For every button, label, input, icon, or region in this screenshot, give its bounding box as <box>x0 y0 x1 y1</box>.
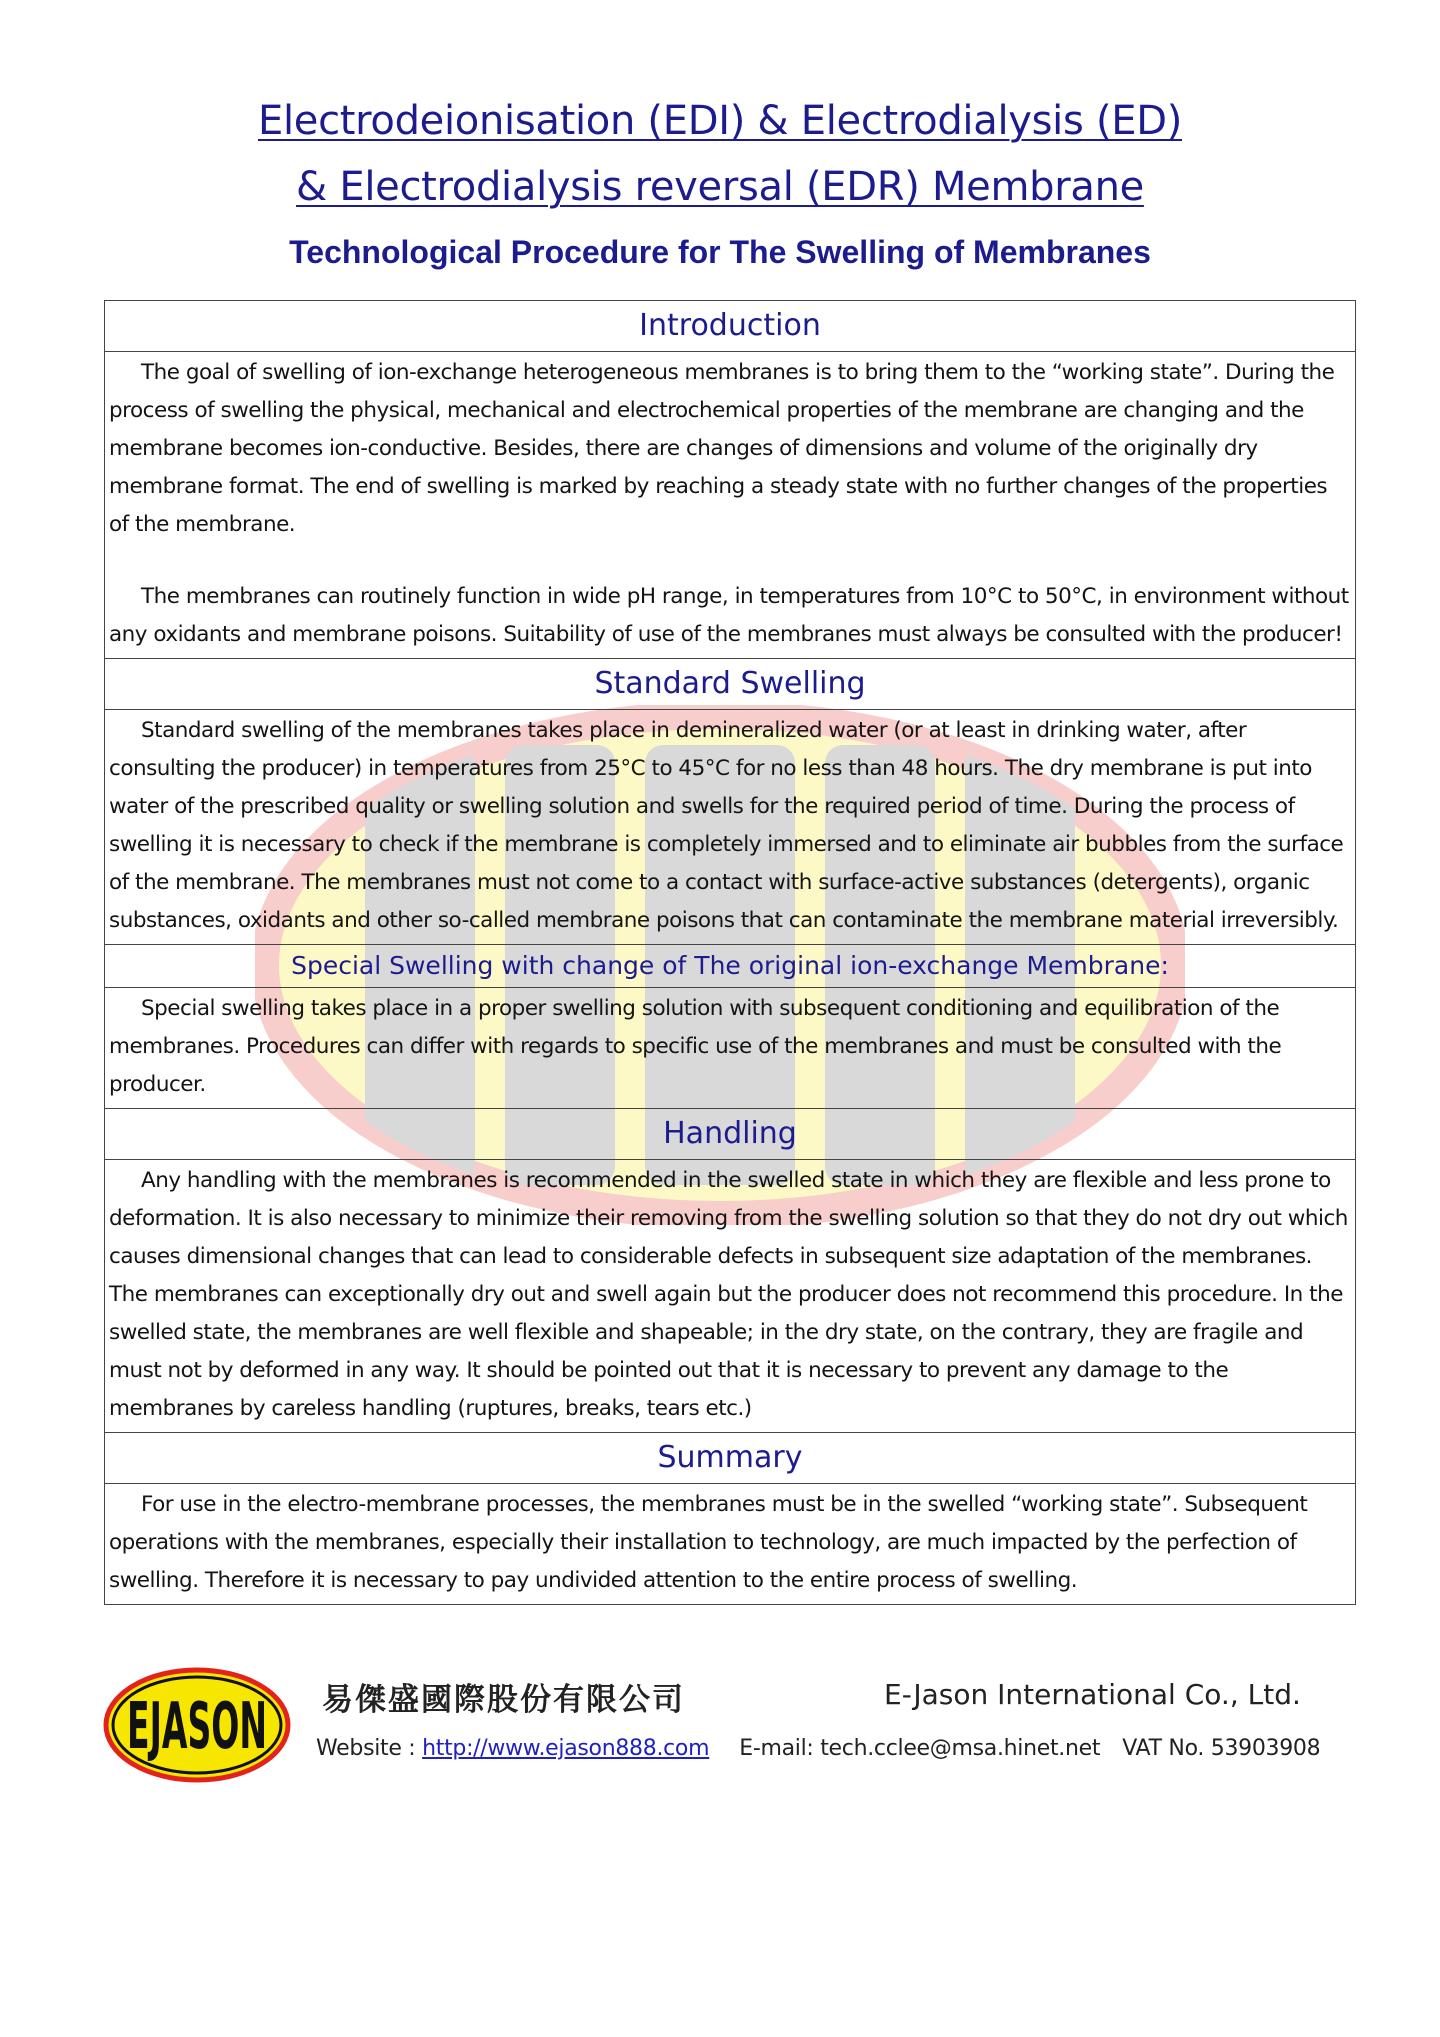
summary-body <box>105 1484 1356 1605</box>
summary-paragraph: For use in the electro-membrane processes, the membranes must be in the swelled “working state”. Subsequent operations with the membranes, especially their installation to technology, are much impacted by the perfection of swelling. Therefore it is necessary to pay undivided attention to the entire process of swelling. <box>109 1492 1308 1593</box>
company-footer <box>0 1660 1440 1790</box>
website-link[interactable]: http://www.ejason888.com <box>422 1736 710 1761</box>
standard-swelling-heading: Standard Swelling <box>105 659 1356 710</box>
introduction-heading: Introduction <box>105 301 1356 352</box>
standard-swelling-paragraph: Standard swelling of the membranes takes place in demineralized water (or at least in drinking water, after consulting the producer) in temperatures from 25°C to 45°C for no less than 48 hours. The dry membrane is put into water of the prescribed quality or swelling solution and swells for the required period of time. During the process of swelling it is necessary to check if the membrane is completely immersed and to eliminate air bubbles from the surface of the membrane. The membranes must not come to a contact with surface-active substances (detergents), organic substances, oxidants and other so-called membrane poisons that can contaminate the membrane material irreversibly. <box>109 718 1344 933</box>
special-swelling-body <box>105 988 1356 1109</box>
email-text: E-mail: tech.cclee@msa.hinet.net <box>739 1736 1101 1761</box>
special-swelling-paragraph: Special swelling takes place in a proper swelling solution with subsequent conditioning and equilibration of the membranes. Procedures can differ with regards to specific use of the membranes and must be consulted with the producer. <box>109 996 1282 1097</box>
introduction-body <box>105 352 1356 659</box>
handling-body <box>105 1160 1356 1433</box>
subtitle: Technological Procedure for The Swelling of Membranes <box>289 234 1151 270</box>
title-line-2: & Electrodialysis reversal (EDR) Membrane <box>296 164 1144 210</box>
vat-number: VAT No. 53903908 <box>1122 1736 1321 1761</box>
company-name-chinese: 易傑盛國際股份有限公司 <box>322 1682 685 1718</box>
handling-heading: Handling <box>105 1109 1356 1160</box>
title-line-1: Electrodeionisation (EDI) & Electrodialysis (ED) <box>257 98 1183 144</box>
logo-text: EJASON <box>127 1690 267 1764</box>
document-header <box>0 88 1440 274</box>
contact-line <box>316 1736 1320 1761</box>
introduction-paragraph-2: The membranes can routinely function in wide pH range, in temperatures from 10°C to 50°C, in environment without any oxidants and membrane poisons. Suitability of use of the membranes must always be consulted with the producer! <box>109 584 1349 647</box>
procedure-table <box>104 300 1356 1605</box>
website-label: Website : <box>316 1736 423 1761</box>
special-swelling-heading: Special Swelling with change of The original ion-exchange Membrane: <box>105 945 1356 988</box>
ejason-logo-icon <box>102 1666 292 1784</box>
company-name-english: E-Jason International Co., Ltd. <box>884 1678 1301 1711</box>
handling-paragraph: Any handling with the membranes is recommended in the swelled state in which they are flexible and less prone to deformation. It is also necessary to minimize their removing from the swelling solution so that they do not dry out which causes dimensional changes that can lead to considerable defects in subsequent size adaptation of the membranes. The membranes can exceptionally dry out and swell again but the producer does not recommend this procedure. In the swelled state, the membranes are well flexible and shapeable; in the dry state, on the contrary, they are fragile and must not by deformed in any way. It should be pointed out that it is necessary to prevent any damage to the membranes by careless handling (ruptures, breaks, tears etc.) <box>109 1168 1348 1421</box>
standard-swelling-body <box>105 710 1356 945</box>
summary-heading: Summary <box>105 1433 1356 1484</box>
introduction-paragraph-1: The goal of swelling of ion-exchange heterogeneous membranes is to bring them to the “working state”. During the process of swelling the physical, mechanical and electrochemical properties of the membrane are changing and the membrane becomes ion-conductive. Besides, there are changes of dimensions and volume of the originally dry membrane format. The end of swelling is marked by reaching a steady state with no further changes of the properties of the membrane. <box>109 360 1335 537</box>
